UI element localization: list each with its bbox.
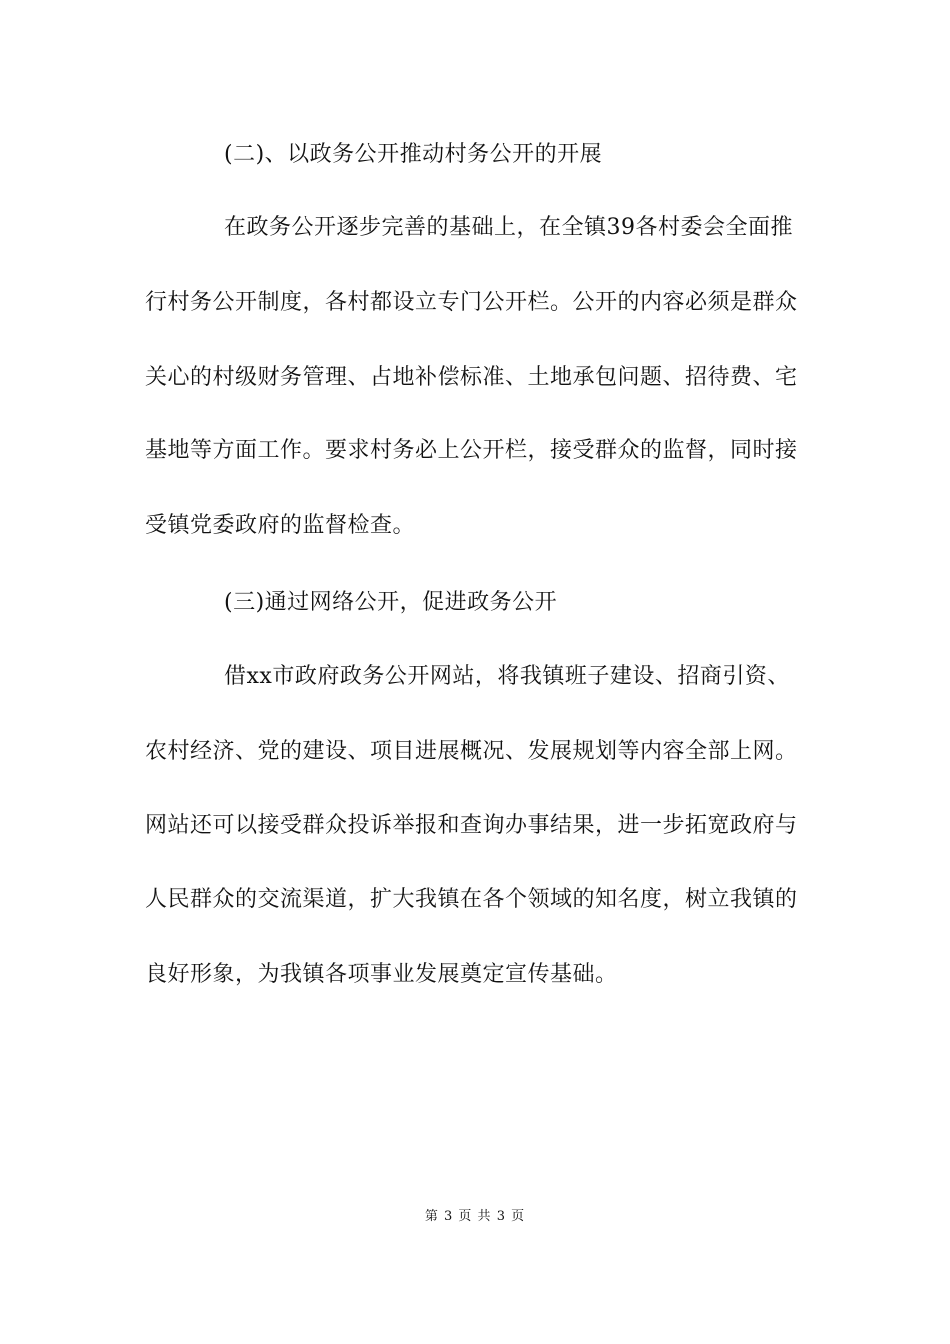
section-2-heading: (二)、以政务公开推动村务公开的开展 xyxy=(224,142,603,167)
page-number-footer: 第 3 页 共 3 页 xyxy=(424,1209,526,1224)
paragraph-line: 关心的村级财务管理、占地补偿标准、土地承包问题、招待费、宅 xyxy=(145,365,798,390)
paragraph-line: 行村务公开制度，各村都设立专门公开栏。公开的内容必须是群众 xyxy=(145,290,798,315)
paragraph-line: 良好形象，为我镇各项事业发展奠定宣传基础。 xyxy=(145,962,618,987)
section-3-heading: (三)通过网络公开，促进政务公开 xyxy=(224,590,558,615)
paragraph-line: 借xx市政府政务公开网站，将我镇班子建设、招商引资、 xyxy=(224,664,790,689)
paragraph-line: 网站还可以接受群众投诉举报和查询办事结果，进一步拓宽政府与 xyxy=(145,813,798,838)
paragraph-line: 农村经济、党的建设、项目进展概况、发展规划等内容全部上网。 xyxy=(145,739,798,764)
paragraph-line: 受镇党委政府的监督检查。 xyxy=(145,513,416,538)
paragraph-line: 人民群众的交流渠道，扩大我镇在各个领域的知名度，树立我镇的 xyxy=(145,887,798,912)
paragraph-line: 基地等方面工作。要求村务必上公开栏，接受群众的监督，同时接 xyxy=(145,438,798,463)
paragraph-line: 在政务公开逐步完善的基础上，在全镇39各村委会全面推 xyxy=(224,215,793,240)
